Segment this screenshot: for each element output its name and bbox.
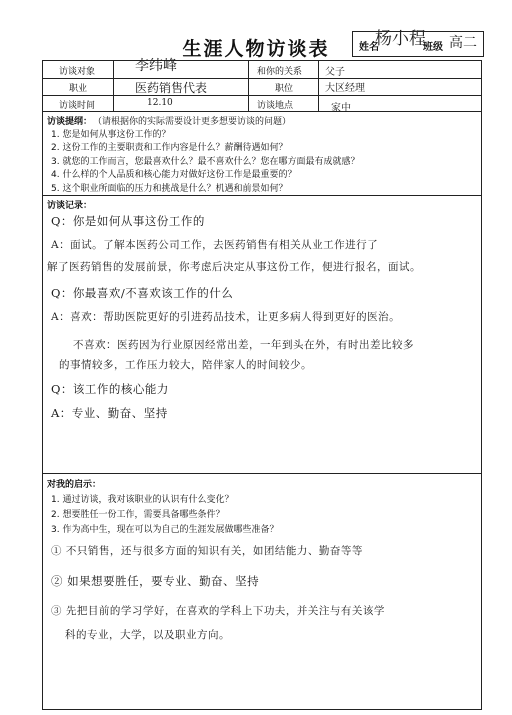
outline-hint: （请根据你的实际需要设计更多想要访谈的问题） [93,117,292,127]
outline-heading: 访谈提纲： [47,117,93,127]
position-value: 大区经理 [325,83,365,94]
interviewee-value: 李纬峰 [135,58,177,74]
inspiration-question: 1. 通过访谈，我对该职业的认识有什么变化？ [51,495,234,505]
record-line: Q：你最喜欢/不喜欢该工作的什么 [51,286,234,300]
inspiration-answer: ② 如果想要胜任，要专业、勤奋、坚持 [51,574,260,588]
record-line: A：面试。了解本医药公司工作，去医药销售有相关从业工作进行了 [51,239,379,251]
record-line: 的事情较多，工作压力较大，陪伴家人的时间较少。 [59,359,312,371]
page-title: 生涯人物访谈表 [182,38,330,60]
record-line: A：喜欢：帮助医院更好的引进药品技术，让更多病人得到更好的医治。 [51,311,401,323]
time-label: 访谈时间 [59,101,96,111]
place-label: 访谈地点 [257,101,294,111]
record-heading: 访谈记录： [47,201,93,211]
name-value: 杨小程 [375,29,426,49]
relation-value: 父子 [325,67,345,78]
class-value: 高二 [449,35,477,51]
relation-label: 和你的关系 [257,67,303,77]
inspiration-answer: 科的专业，大学，以及职业方向。 [65,629,230,641]
job-label: 职业 [69,84,88,94]
name-class-box [352,31,484,57]
place-value: 家中 [331,103,351,114]
class-label: 班级 [423,42,443,53]
interviewee-label: 访谈对象 [59,67,96,77]
inspiration-answer: ① 不只销售，还与很多方面的知识有关，如团结能力、勤奋等等 [51,545,363,557]
inspiration-heading: 对我的启示： [47,480,102,490]
name-label: 姓名 [359,42,379,53]
record-line: Q：该工作的核心能力 [51,382,169,396]
outline-question: 2. 这份工作的主要职责和工作内容是什么？薪酬待遇如何？ [51,143,288,153]
inspiration-answer: ③ 先把目前的学习学好，在喜欢的学科上下功夫，并关注与有关该学 [51,605,385,617]
record-line: Q：你是如何从事这份工作的 [51,214,205,228]
inspiration-question: 3. 作为高中生，现在可以为自己的生涯发展做哪些准备？ [51,525,279,535]
outline-question: 5. 这个职业所面临的压力和挑战是什么？机遇和前景如何？ [51,184,288,194]
record-line: 解了医药销售的发展前景，你考虑后决定从事这份工作，便进行报名，面试。 [47,261,421,273]
time-value: 12.10 [147,98,173,108]
record-line: A：专业、勤奋、坚持 [51,406,168,420]
outline-question: 3. 就您的工作而言，您最喜欢什么？最不喜欢什么？您在哪方面最有成就感？ [51,157,360,167]
outline-question: 4. 什么样的个人品质和核心能力对做好这份工作是最重要的？ [51,170,297,180]
job-value: 医药销售代表 [135,81,208,95]
outline-question: 1. 您是如何从事这份工作的？ [51,130,171,140]
inspiration-question: 2. 想要胜任一份工作，需要具备哪些条件？ [51,510,225,520]
position-label: 职位 [275,84,294,94]
interview-sheet [42,60,482,710]
record-line: 不喜欢：医药因为行业原因经常出差，一年到头在外，有时出差比较多 [73,339,414,351]
